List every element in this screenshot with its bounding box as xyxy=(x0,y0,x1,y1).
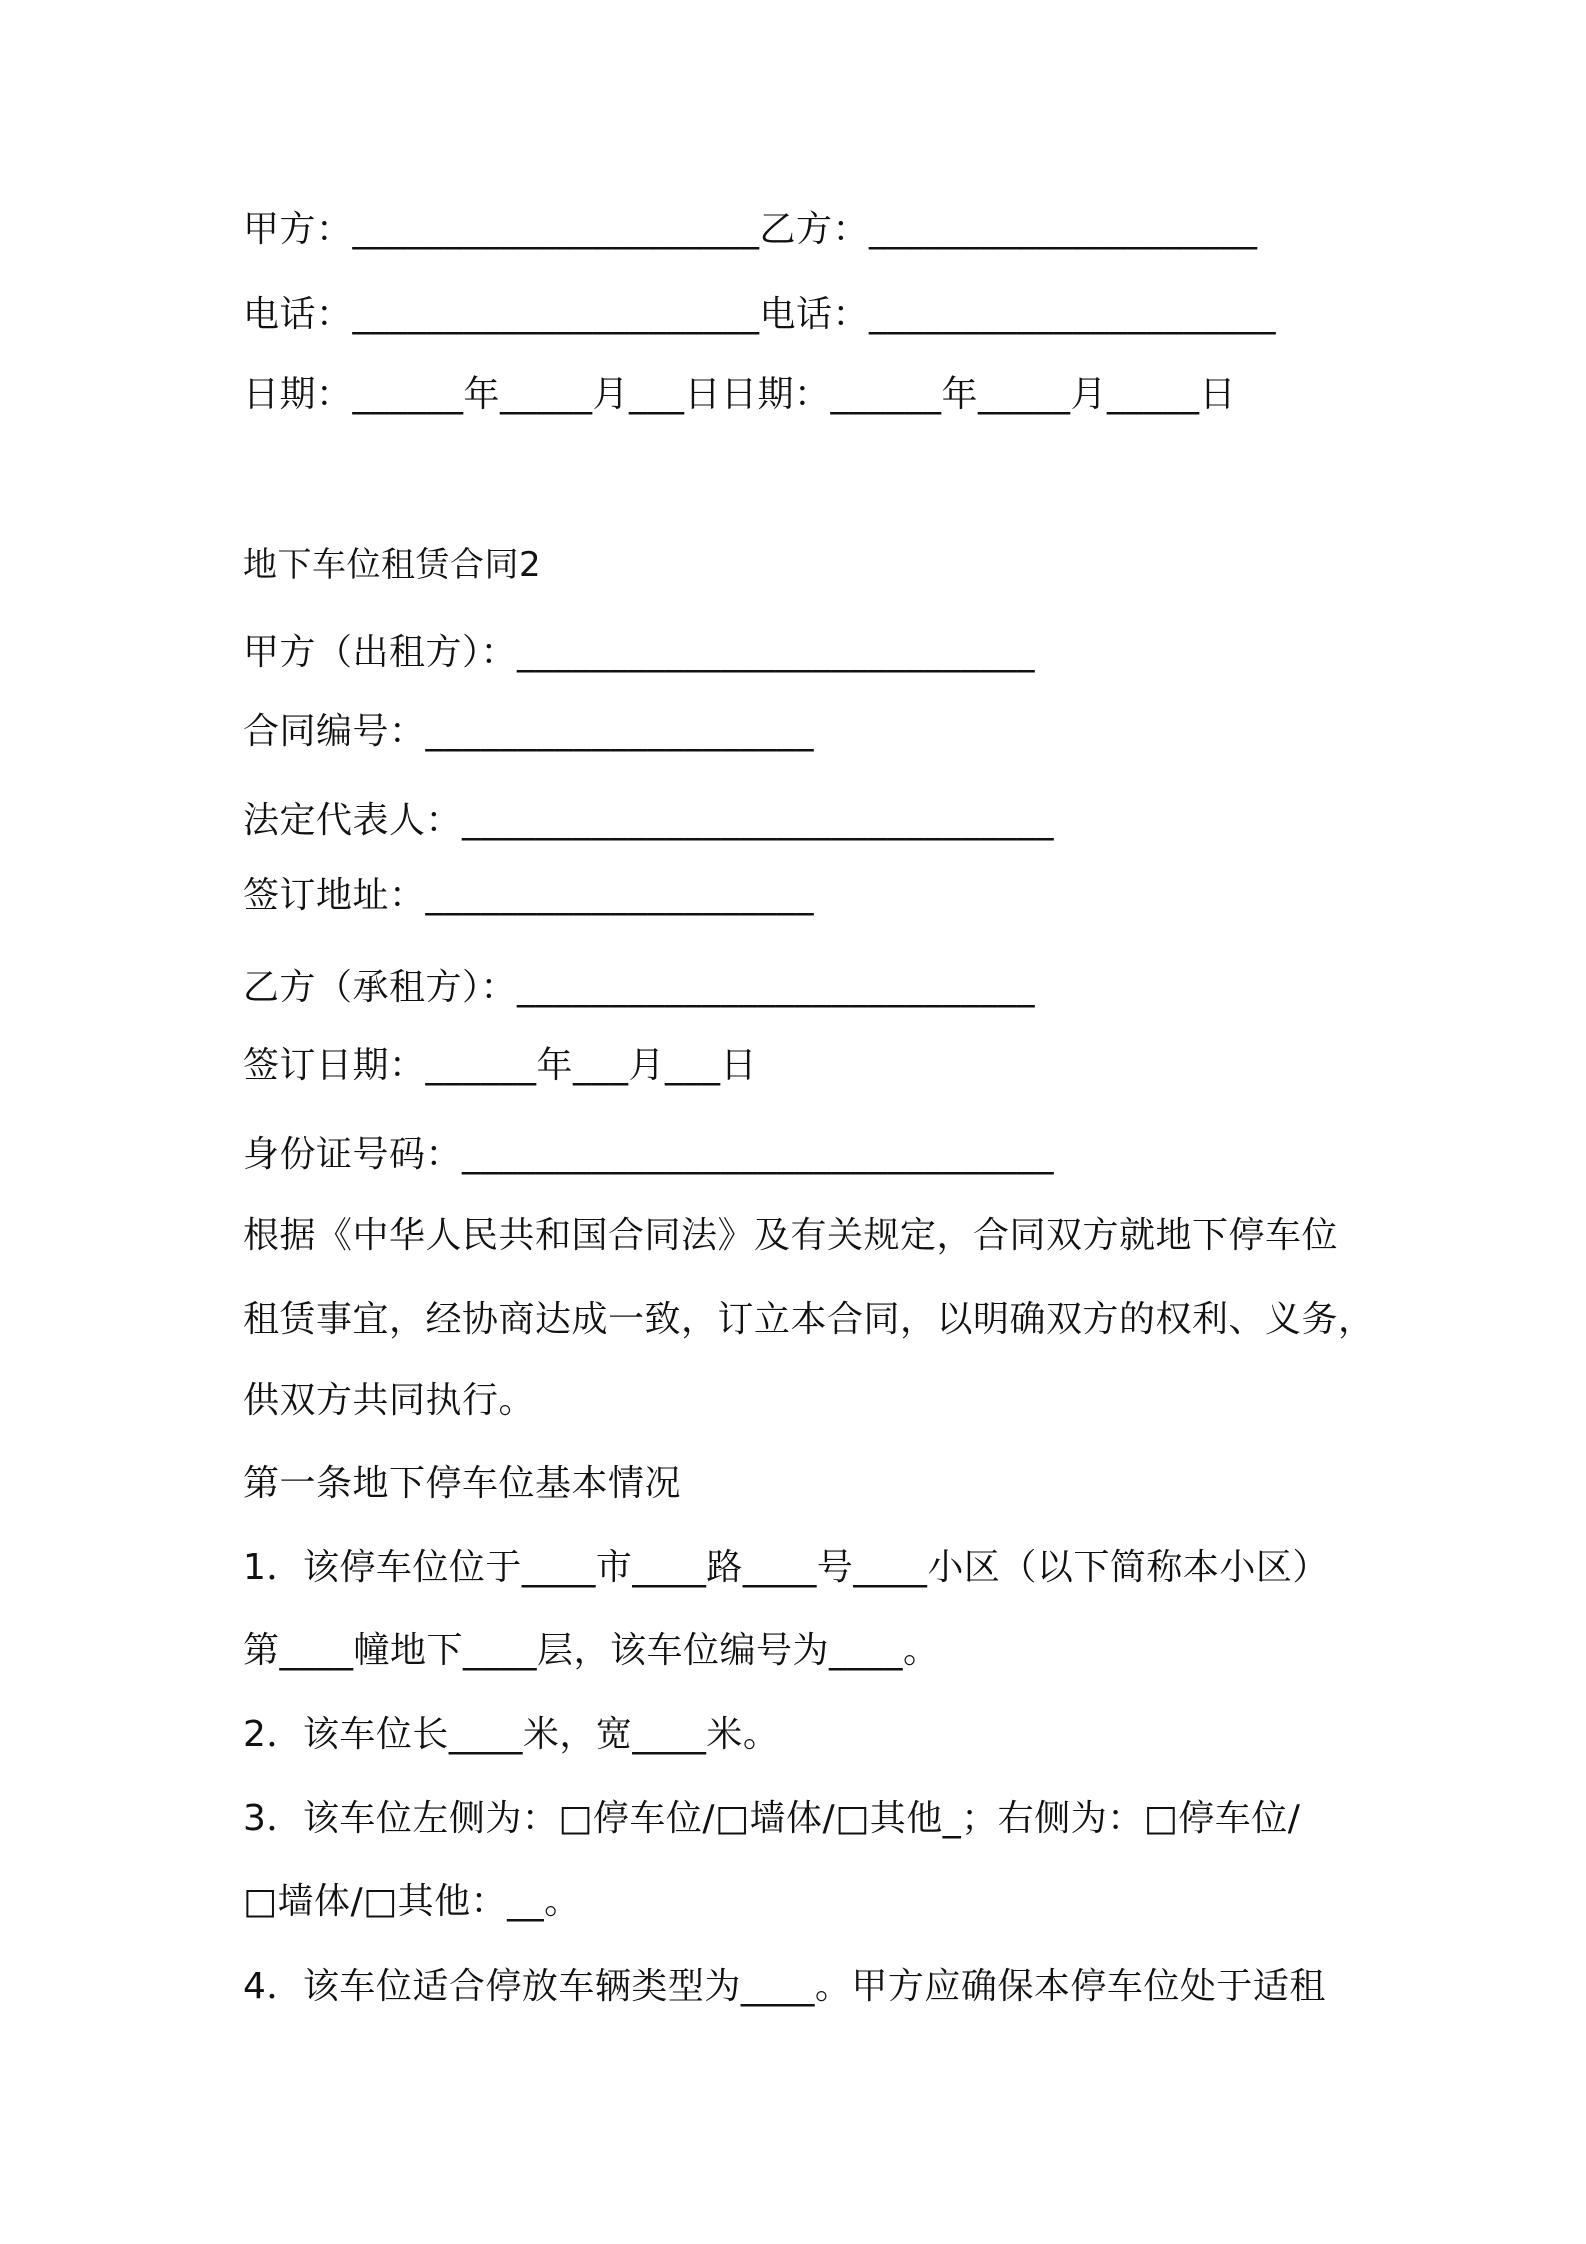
preamble-line: 供双方共同执行。 xyxy=(243,1380,536,1421)
signing-date-field: 签订日期：______年___月___日 xyxy=(243,1045,758,1086)
lessee-field: 乙方（承租方）：____________________________ xyxy=(243,967,1036,1008)
article-1-heading: 第一条地下停车位基本情况 xyxy=(243,1463,682,1504)
legal-representative-field: 法定代表人：________________________________ xyxy=(243,800,1055,841)
lessor-field: 甲方（出租方）：____________________________ xyxy=(243,632,1036,673)
id-number-field: 身份证号码：________________________________ xyxy=(243,1134,1055,1175)
contract-number-field: 合同编号：_____________________ xyxy=(243,711,815,752)
contract-title: 地下车位租赁合同2 xyxy=(243,545,542,585)
party-signature-line: 甲方：______________________乙方：_____________________ xyxy=(243,209,1258,250)
article-1-clause-line: 1．该停车位位于____市____路____号____小区（以下简称本小区） xyxy=(243,1547,1329,1588)
preamble-line: 根据《中华人民共和国合同法》及有关规定，合同双方就地下停车位 xyxy=(243,1215,1339,1256)
preamble-line: 租赁事宜，经协商达成一致，订立本合同，以明确双方的权利、义务， xyxy=(243,1299,1375,1340)
article-1-clause-line: □墙体/□其他：__。 xyxy=(243,1881,581,1922)
phone-signature-line: 电话：______________________电话：______________________ xyxy=(243,294,1277,335)
date-signature-line: 日期：______年_____月___日日期：______年_____月_____日 xyxy=(243,374,1237,415)
article-1-clause-line: 4．该车位适合停放车辆类型为____。甲方应确保本停车位处于适租 xyxy=(243,1966,1326,2007)
article-1-clause-line: 第____幢地下____层，该车位编号为____。 xyxy=(243,1630,940,1671)
article-1-clause-line: 2．该车位长____米，宽____米。 xyxy=(243,1714,780,1755)
signing-address-field: 签订地址：_____________________ xyxy=(243,875,815,916)
article-1-clause-line: 3．该车位左侧为：□停车位/□墙体/□其他_；右侧为：□停车位/ xyxy=(243,1798,1301,1839)
